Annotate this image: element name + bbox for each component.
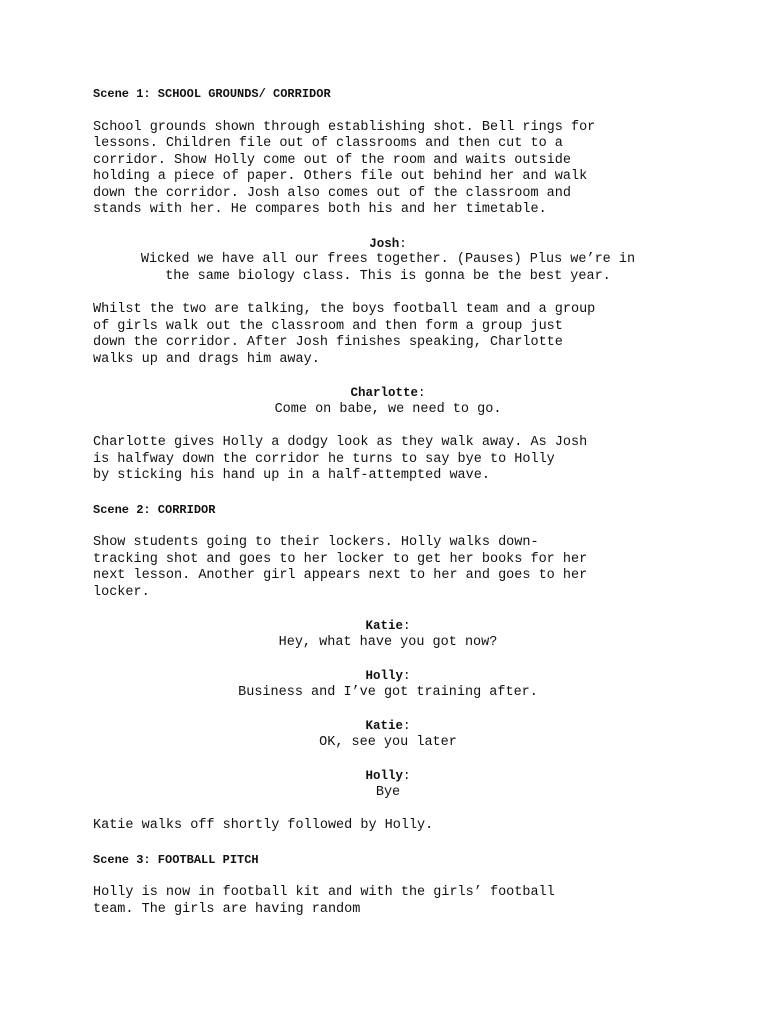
dialogue-block xyxy=(93,768,683,801)
scene-2-heading-wrap xyxy=(93,502,683,519)
scene-heading: Scene 3: FOOTBALL PITCH xyxy=(93,852,259,867)
dialogue-line: Bye xyxy=(375,784,401,800)
action-line: School grounds shown through establishing shot. Bell rings for xyxy=(93,119,596,135)
action-block xyxy=(93,435,683,485)
character-name xyxy=(93,768,683,785)
action-block xyxy=(93,535,683,601)
action-line: Holly is now in football kit and with the girls’ football xyxy=(93,885,555,900)
action-line: tracking shot and goes to her locker to get her books for her xyxy=(93,551,588,567)
dialogue-line: Come on babe, we need to go. xyxy=(274,401,502,417)
colon: : xyxy=(418,386,426,400)
scene-1-heading-wrap xyxy=(93,86,683,103)
action-line: corridor. Show Holly come out of the room and waits outside xyxy=(93,152,571,168)
action-line: holding a piece of paper. Others file out behind her and walk xyxy=(93,169,588,184)
action-line: walks up and drags him away. xyxy=(93,351,320,367)
scene-3-heading-wrap xyxy=(93,852,683,869)
action-line: Show students going to their lockers. Holly walks down- xyxy=(93,535,539,550)
character-name xyxy=(93,668,683,685)
dialogue-block xyxy=(93,718,683,751)
character-name-text: Katie xyxy=(365,719,403,733)
character-name-text: Holly xyxy=(365,769,403,783)
action-line: lessons. Children file out of classrooms and then cut to a xyxy=(93,136,563,151)
action-line: by sticking his hand up in a half-attempted wave. xyxy=(93,468,490,483)
dialogue-line: the same biology class. This is gonna be the best year. xyxy=(165,268,611,284)
colon: : xyxy=(403,769,411,783)
dialogue-line: Hey, what have you got now? xyxy=(278,634,498,650)
scene-heading: Scene 1: SCHOOL GROUNDS/ CORRIDOR xyxy=(93,87,331,101)
character-name xyxy=(93,618,683,635)
action-line: Katie walks off shortly followed by Holly. xyxy=(93,818,434,833)
action-line: stands with her. He compares both his and her timetable. xyxy=(93,202,547,217)
dialogue-block xyxy=(93,236,683,286)
action-line: team. The girls are having random xyxy=(93,901,361,917)
character-name xyxy=(93,236,683,253)
scene-heading: Scene 2: CORRIDOR xyxy=(93,502,216,517)
action-line: of girls walk out the classroom and then form a group just xyxy=(93,318,563,334)
action-line: is halfway down the corridor he turns to say bye to Holly xyxy=(93,451,555,467)
character-name xyxy=(93,718,683,735)
colon: : xyxy=(403,619,411,633)
script-page xyxy=(93,86,683,935)
character-name-text: Katie xyxy=(365,619,403,633)
character-name-text: Josh xyxy=(369,236,400,251)
action-line: next lesson. Another girl appears next to her and goes to her xyxy=(93,568,588,583)
character-name-text: Holly xyxy=(365,669,403,683)
colon: : xyxy=(403,719,411,733)
dialogue-block xyxy=(93,668,683,701)
dialogue-block xyxy=(93,385,683,418)
action-block xyxy=(93,120,683,219)
action-line: Whilst the two are talking, the boys football team and a group xyxy=(93,302,596,317)
action-line: down the corridor. Josh also comes out of the classroom and xyxy=(93,185,571,201)
colon: : xyxy=(403,669,411,683)
dialogue-line: Wicked we have all our frees together. (Pauses) Plus we’re in xyxy=(140,252,636,267)
dialogue-block xyxy=(93,618,683,651)
action-line: down the corridor. After Josh finishes speaking, Charlotte xyxy=(93,335,563,350)
colon: : xyxy=(399,236,407,251)
action-line: locker. xyxy=(93,584,150,600)
action-line: Charlotte gives Holly a dodgy look as they walk away. As Josh xyxy=(93,435,588,450)
action-block xyxy=(93,818,683,835)
character-name-text: Charlotte xyxy=(350,386,418,400)
dialogue-line: OK, see you later xyxy=(319,734,457,750)
action-block xyxy=(93,302,683,368)
character-name xyxy=(93,385,683,402)
dialogue-line: Business and I’ve got training after. xyxy=(238,684,538,700)
action-block xyxy=(93,885,683,918)
